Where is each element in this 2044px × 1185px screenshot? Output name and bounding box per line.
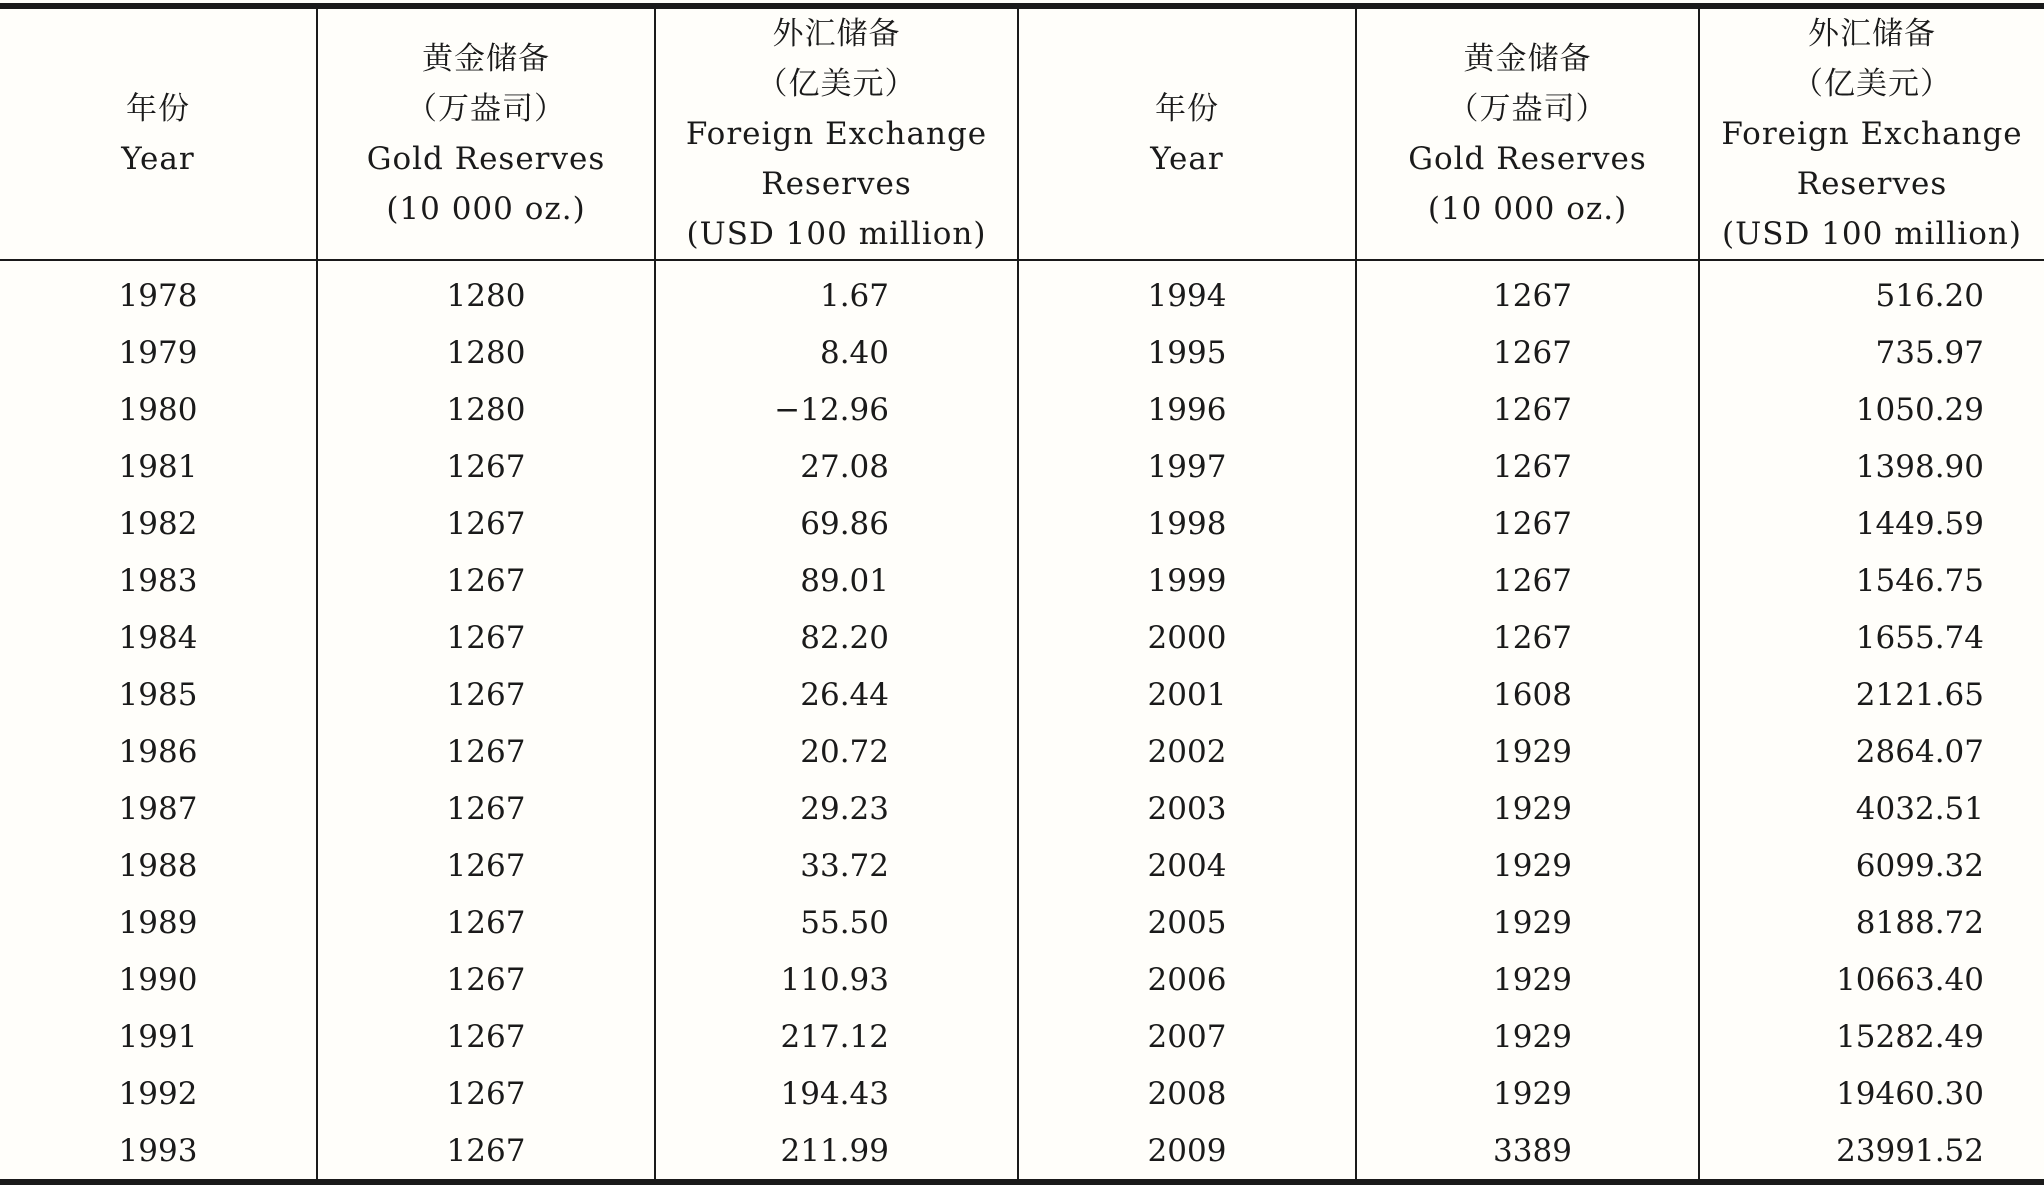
cell-fx: 516.20: [1699, 260, 2044, 324]
header-gold-left: [317, 6, 655, 260]
cell-gold: 1267: [317, 609, 655, 666]
table-row: [0, 495, 2044, 552]
header-year-en: Year: [1150, 141, 1224, 177]
cell-year: 1983: [118, 562, 198, 599]
cell-fx: 23991.52: [1699, 1122, 2044, 1182]
table-body: [0, 260, 2044, 1182]
cell-gold: 1267: [1356, 324, 1699, 381]
cell-year: 1996: [1018, 381, 1356, 438]
cell-year: 1991: [118, 1018, 198, 1055]
cell-gold: 3389: [1356, 1122, 1699, 1182]
cell-fx: 10663.40: [1699, 951, 2044, 1008]
header-year-zh: 年份: [126, 91, 190, 127]
cell-year: 1994: [1018, 260, 1356, 324]
table-row: [0, 837, 2044, 894]
cell-gold: 1267: [317, 1065, 655, 1122]
cell-year: 1989: [118, 904, 198, 941]
header-fx-unit-en: (USD 100 million): [686, 216, 987, 252]
cell-fx: 217.12: [655, 1008, 1018, 1065]
cell-fx: 1398.90: [1699, 438, 2044, 495]
cell-fx: 1449.59: [1699, 495, 2044, 552]
cell-year: 1980: [118, 391, 198, 428]
cell-fx: 29.23: [655, 780, 1018, 837]
table-row: [0, 894, 2044, 951]
header-fx-left: [655, 6, 1018, 260]
cell-year: 2007: [1018, 1008, 1356, 1065]
header-fx-en2: Reserves: [761, 166, 912, 202]
cell-fx: 110.93: [655, 951, 1018, 1008]
cell-fx: 735.97: [1699, 324, 2044, 381]
table-row: [0, 324, 2044, 381]
cell-fx: 69.86: [655, 495, 1018, 552]
cell-year: 1993: [118, 1132, 198, 1169]
table-header: [0, 6, 2044, 260]
cell-year: 2003: [1018, 780, 1356, 837]
cell-gold: 1929: [1356, 894, 1699, 951]
header-gold-unit-en: (10 000 oz.): [386, 191, 586, 227]
cell-fx: 6099.32: [1699, 837, 2044, 894]
cell-gold: 1267: [317, 495, 655, 552]
cell-gold: 1267: [317, 951, 655, 1008]
cell-year: 1981: [118, 448, 198, 485]
cell-gold: 1267: [317, 552, 655, 609]
cell-gold: 1267: [317, 837, 655, 894]
cell-fx: 2121.65: [1699, 666, 2044, 723]
header-year-en: Year: [121, 141, 195, 177]
cell-gold: 1929: [1356, 780, 1699, 837]
cell-year: 2005: [1018, 894, 1356, 951]
cell-year: 1998: [1018, 495, 1356, 552]
table-row: [0, 780, 2044, 837]
cell-year: 2000: [1018, 609, 1356, 666]
header-fx-en1: Foreign Exchange: [1721, 116, 2023, 152]
header-year-right: [1018, 6, 1356, 260]
cell-gold: 1267: [317, 780, 655, 837]
cell-gold: 1267: [317, 1122, 655, 1182]
cell-fx: 89.01: [655, 552, 1018, 609]
table-row: [0, 1122, 2044, 1182]
header-gold-zh: 黄金储备: [422, 41, 550, 77]
cell-fx: 8.40: [655, 324, 1018, 381]
cell-fx: 2864.07: [1699, 723, 2044, 780]
cell-gold: 1267: [1356, 495, 1699, 552]
cell-gold: 1267: [1356, 381, 1699, 438]
reserves-table-container: [0, 3, 2044, 1185]
header-gold-en: Gold Reserves: [366, 141, 606, 177]
cell-year: 1987: [118, 790, 198, 827]
cell-year: 2006: [1018, 951, 1356, 1008]
cell-gold: 1608: [1356, 666, 1699, 723]
header-gold-unit-en: (10 000 oz.): [1427, 191, 1628, 227]
cell-gold: 1280: [317, 381, 655, 438]
cell-fx: 26.44: [655, 666, 1018, 723]
cell-gold: 1267: [317, 666, 655, 723]
cell-gold: 1267: [317, 1008, 655, 1065]
header-fx-zh: 外汇储备: [1808, 16, 1936, 52]
cell-gold: 1267: [317, 894, 655, 951]
cell-year: 1990: [118, 961, 198, 998]
cell-fx: 1.67: [655, 260, 1018, 324]
header-gold-zh: 黄金储备: [1463, 41, 1592, 77]
cell-year: 1986: [118, 733, 198, 770]
header-fx-en2: Reserves: [1796, 166, 1948, 202]
cell-year: 1999: [1018, 552, 1356, 609]
cell-fx: 33.72: [655, 837, 1018, 894]
cell-fx: 20.72: [655, 723, 1018, 780]
cell-fx: 211.99: [655, 1122, 1018, 1182]
cell-year: 2009: [1018, 1122, 1356, 1182]
table-row: [0, 381, 2044, 438]
cell-fx: 1050.29: [1699, 381, 2044, 438]
cell-year: 1997: [1018, 438, 1356, 495]
cell-gold: 1267: [1356, 552, 1699, 609]
header-gold-unit-zh: （万盎司）: [1447, 91, 1608, 127]
header-fx-en1: Foreign Exchange: [685, 116, 988, 152]
cell-gold: 1267: [317, 438, 655, 495]
cell-year: 1984: [118, 619, 198, 656]
cell-year: 1978: [118, 277, 198, 314]
cell-fx: 19460.30: [1699, 1065, 2044, 1122]
cell-fx: 4032.51: [1699, 780, 2044, 837]
cell-year: 1995: [1018, 324, 1356, 381]
cell-year: 1988: [118, 847, 198, 884]
cell-year: 1982: [118, 505, 198, 542]
cell-year: 2008: [1018, 1065, 1356, 1122]
cell-gold: 1267: [1356, 438, 1699, 495]
cell-gold: 1929: [1356, 1065, 1699, 1122]
table-row: [0, 666, 2044, 723]
cell-fx: 1546.75: [1699, 552, 2044, 609]
cell-fx: −12.96: [655, 381, 1018, 438]
table-row: [0, 260, 2044, 324]
cell-year: 1992: [118, 1075, 198, 1112]
cell-gold: 1267: [1356, 260, 1699, 324]
table-row: [0, 552, 2044, 609]
header-fx-right: [1699, 6, 2044, 260]
header-row: [0, 6, 2044, 260]
cell-fx: 194.43: [655, 1065, 1018, 1122]
header-year-left: [0, 6, 317, 260]
table-row: [0, 438, 2044, 495]
table-row: [0, 609, 2044, 666]
header-fx-unit-zh: （亿美元）: [1792, 66, 1952, 102]
header-fx-unit-en: (USD 100 million): [1722, 216, 2022, 252]
table-row: [0, 1008, 2044, 1065]
cell-gold: 1280: [317, 324, 655, 381]
cell-fx: 82.20: [655, 609, 1018, 666]
table-row: [0, 723, 2044, 780]
reserves-table: [0, 3, 2044, 1185]
header-gold-unit-zh: （万盎司）: [406, 91, 566, 127]
cell-gold: 1929: [1356, 951, 1699, 1008]
cell-fx: 55.50: [655, 894, 1018, 951]
table-row: [0, 951, 2044, 1008]
cell-year: 1985: [118, 676, 198, 713]
cell-year: 1979: [118, 334, 198, 371]
cell-fx: 1655.74: [1699, 609, 2044, 666]
header-fx-unit-zh: （亿美元）: [756, 66, 917, 102]
cell-gold: 1929: [1356, 723, 1699, 780]
header-gold-en: Gold Reserves: [1408, 141, 1647, 177]
cell-year: 2002: [1018, 723, 1356, 780]
cell-gold: 1929: [1356, 837, 1699, 894]
cell-gold: 1929: [1356, 1008, 1699, 1065]
cell-fx: 8188.72: [1699, 894, 2044, 951]
cell-year: 2004: [1018, 837, 1356, 894]
table-row: [0, 1065, 2044, 1122]
cell-fx: 27.08: [655, 438, 1018, 495]
cell-gold: 1267: [317, 723, 655, 780]
cell-fx: 15282.49: [1699, 1008, 2044, 1065]
cell-year: 2001: [1018, 666, 1356, 723]
cell-gold: 1267: [1356, 609, 1699, 666]
header-gold-right: [1356, 6, 1699, 260]
header-year-zh: 年份: [1155, 91, 1219, 127]
cell-gold: 1280: [317, 260, 655, 324]
header-fx-zh: 外汇储备: [772, 16, 901, 52]
